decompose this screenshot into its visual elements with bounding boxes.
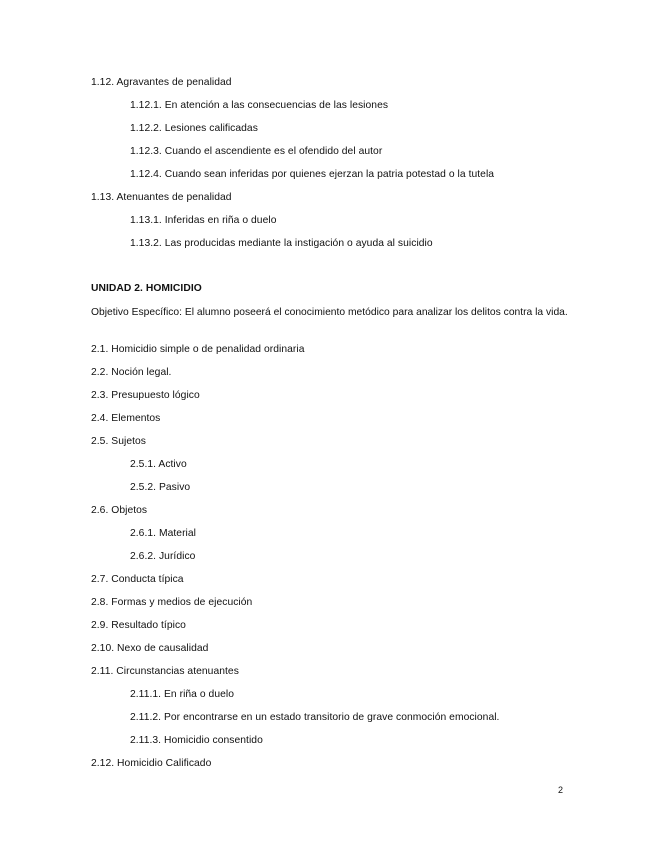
outline-item-2-6-1: 2.6.1. Material: [130, 528, 196, 539]
outline-item-1-12-1: 1.12.1. En atención a las consecuencias de las lesiones: [130, 100, 389, 111]
outline-item-2-4: 2.4. Elementos: [91, 413, 161, 424]
outline-item-2-6-2: 2.6.2. Jurídico: [130, 551, 196, 562]
outline-item-2-11-3: 2.11.3. Homicidio consentido: [130, 735, 263, 746]
outline-item-2-5-2: 2.5.2. Pasivo: [130, 482, 191, 493]
page-number: 2: [558, 785, 564, 795]
outline-item-2-10: 2.10. Nexo de causalidad: [91, 643, 209, 654]
outline-item-2-7: 2.7. Conducta típica: [91, 574, 184, 585]
objective-paragraph: Objetivo Específico: El alumno poseerá el conocimiento metódico para analizar los delitos contra la vida.: [91, 307, 568, 318]
outline-item-1-12-3: 1.12.3. Cuando el ascendiente es el ofendido del autor: [130, 146, 383, 157]
outline-item-2-12: 2.12. Homicidio Calificado: [91, 758, 212, 769]
unit-heading: UNIDAD 2. HOMICIDIO: [91, 283, 202, 294]
outline-item-2-6: 2.6. Objetos: [91, 505, 148, 516]
outline-item-2-2: 2.2. Noción legal.: [91, 367, 172, 378]
outline-item-1-12-4: 1.12.4. Cuando sean inferidas por quienes ejerzan la patria potestad o la tutela: [130, 169, 495, 180]
outline-item-1-13-2: 1.13.2. Las producidas mediante la instigación o ayuda al suicidio: [130, 238, 433, 249]
outline-item-1-13-1: 1.13.1. Inferidas en riña o duelo: [130, 215, 277, 226]
outline-item-2-11-2: 2.11.2. Por encontrarse en un estado transitorio de grave conmoción emocional.: [130, 712, 500, 723]
outline-item-2-3: 2.3. Presupuesto lógico: [91, 390, 200, 401]
outline-item-2-9: 2.9. Resultado típico: [91, 620, 186, 631]
outline-item-1-12: 1.12. Agravantes de penalidad: [91, 77, 232, 88]
outline-item-2-5: 2.5. Sujetos: [91, 436, 146, 447]
outline-item-1-12-2: 1.12.2. Lesiones calificadas: [130, 123, 258, 134]
outline-item-2-5-1: 2.5.1. Activo: [130, 459, 187, 470]
outline-item-2-11-1: 2.11.1. En riña o duelo: [130, 689, 235, 700]
outline-item-2-8: 2.8. Formas y medios de ejecución: [91, 597, 253, 608]
outline-item-1-13: 1.13. Atenuantes de penalidad: [91, 192, 232, 203]
outline-item-2-11: 2.11. Circunstancias atenuantes: [91, 666, 239, 677]
outline-item-2-1: 2.1. Homicidio simple o de penalidad ordinaria: [91, 344, 305, 355]
